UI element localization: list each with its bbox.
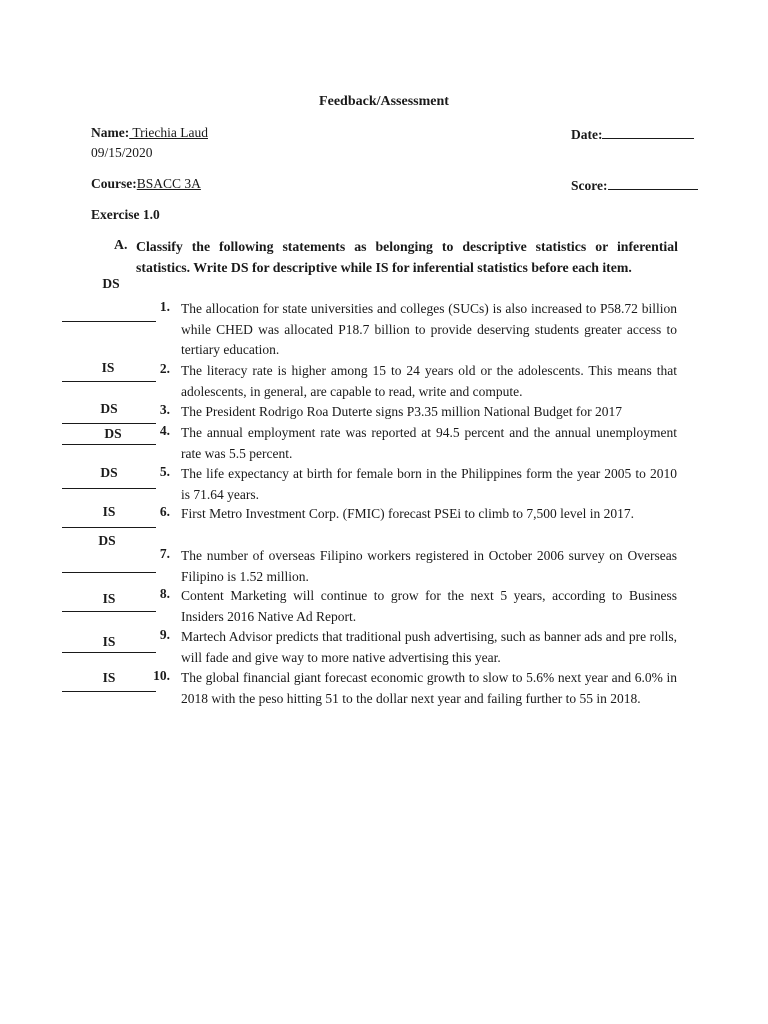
item-number-1: 1. — [159, 299, 170, 314]
name-row — [91, 125, 208, 141]
answer-line-5 — [62, 488, 156, 489]
answer-line-1 — [62, 321, 156, 322]
answer-7[interactable]: DS — [98, 533, 116, 548]
item-text-3: The President Rodrigo Roa Duterte signs P3.35 million National Budget for 2017 — [181, 404, 622, 419]
item-number-6: 6. — [159, 504, 170, 519]
item-number-4: 4. — [159, 423, 170, 438]
answer-3[interactable]: DS — [100, 401, 118, 416]
name-value[interactable]: Triechia Laud — [129, 125, 208, 140]
item-text-7: The number of overseas Filipino workers registered in October 2006 survey on Overseas Filipino is 1.52 million. — [181, 548, 677, 584]
answer-5[interactable]: DS — [100, 465, 118, 480]
item-text-6: First Metro Investment Corp. (FMIC) forecast PSEi to climb to 7,500 level in 2017. — [181, 506, 634, 521]
item-text-2: The literacy rate is higher among 15 to 24 years old or the adolescents. This means that adolescents, in general, are capable to read, write and compute. — [181, 363, 677, 399]
score-blank[interactable] — [608, 176, 698, 190]
answer-8[interactable]: IS — [102, 591, 116, 606]
score-label: Score: — [571, 178, 608, 193]
answer-1[interactable]: DS — [102, 276, 120, 291]
answer-line-9 — [62, 652, 156, 653]
answer-line-10 — [62, 691, 156, 692]
item-text-4: The annual employment rate was reported at 94.5 percent and the annual unemployment rate was 5.5 percent. — [181, 425, 677, 461]
item-text-5: The life expectancy at birth for female born in the Philippines form the year 2005 to 2010 is 71.64 years. — [181, 466, 677, 502]
answer-line-4 — [62, 444, 156, 445]
answer-line-6 — [62, 527, 156, 528]
name-label: Name: — [91, 125, 130, 140]
score-row — [571, 176, 698, 194]
item-text-9: Martech Advisor predicts that traditional push advertising, such as banner ads and pre rolls, will fade and give way to more native advertising this year. — [181, 629, 677, 665]
section-letter: A. — [114, 237, 128, 252]
course-label: Course: — [91, 176, 137, 191]
item-number-10: 10. — [153, 668, 170, 683]
item-text-10: The global financial giant forecast economic growth to slow to 5.6% next year and 6.0% in 2018 with the peso hitting 51 to the dollar next year and failing further to 55 in 2018. — [181, 670, 677, 706]
answer-6[interactable]: IS — [102, 504, 116, 519]
date-row — [571, 125, 694, 143]
item-text-1: The allocation for state universities and colleges (SUCs) is also increased to P58.72 billion while CHED was allocated P18.7 billion to provide deserving students greater access to tertiary education. — [181, 301, 677, 357]
answer-2[interactable]: IS — [101, 360, 115, 375]
answer-line-2 — [62, 381, 156, 382]
answer-line-8 — [62, 611, 156, 612]
date-blank[interactable] — [602, 125, 694, 139]
course-value[interactable]: BSACC 3A — [136, 176, 201, 191]
course-row — [91, 176, 229, 192]
item-number-9: 9. — [159, 627, 170, 642]
exercise-title: Exercise 1.0 — [91, 207, 160, 222]
answer-4[interactable]: DS — [104, 426, 122, 441]
item-number-8: 8. — [159, 586, 170, 601]
item-number-5: 5. — [159, 464, 170, 479]
answer-10[interactable]: IS — [102, 670, 116, 685]
date-label: Date: — [571, 127, 603, 142]
item-number-3: 3. — [159, 402, 170, 417]
instruction-text: Classify the following statements as belonging to descriptive statistics or inferential statistics. Write DS for descriptive while IS for inferential statistics before each item. — [136, 239, 678, 275]
date-value: 09/15/2020 — [91, 145, 153, 160]
item-text-8: Content Marketing will continue to grow for the next 5 years, according to Business Insiders 2016 Native Ad Report. — [181, 588, 677, 624]
document-title: Feedback/Assessment — [319, 94, 449, 109]
item-number-2: 2. — [159, 361, 170, 376]
item-number-7: 7. — [159, 546, 170, 561]
answer-line-7 — [62, 572, 156, 573]
answer-9[interactable]: IS — [102, 634, 116, 649]
